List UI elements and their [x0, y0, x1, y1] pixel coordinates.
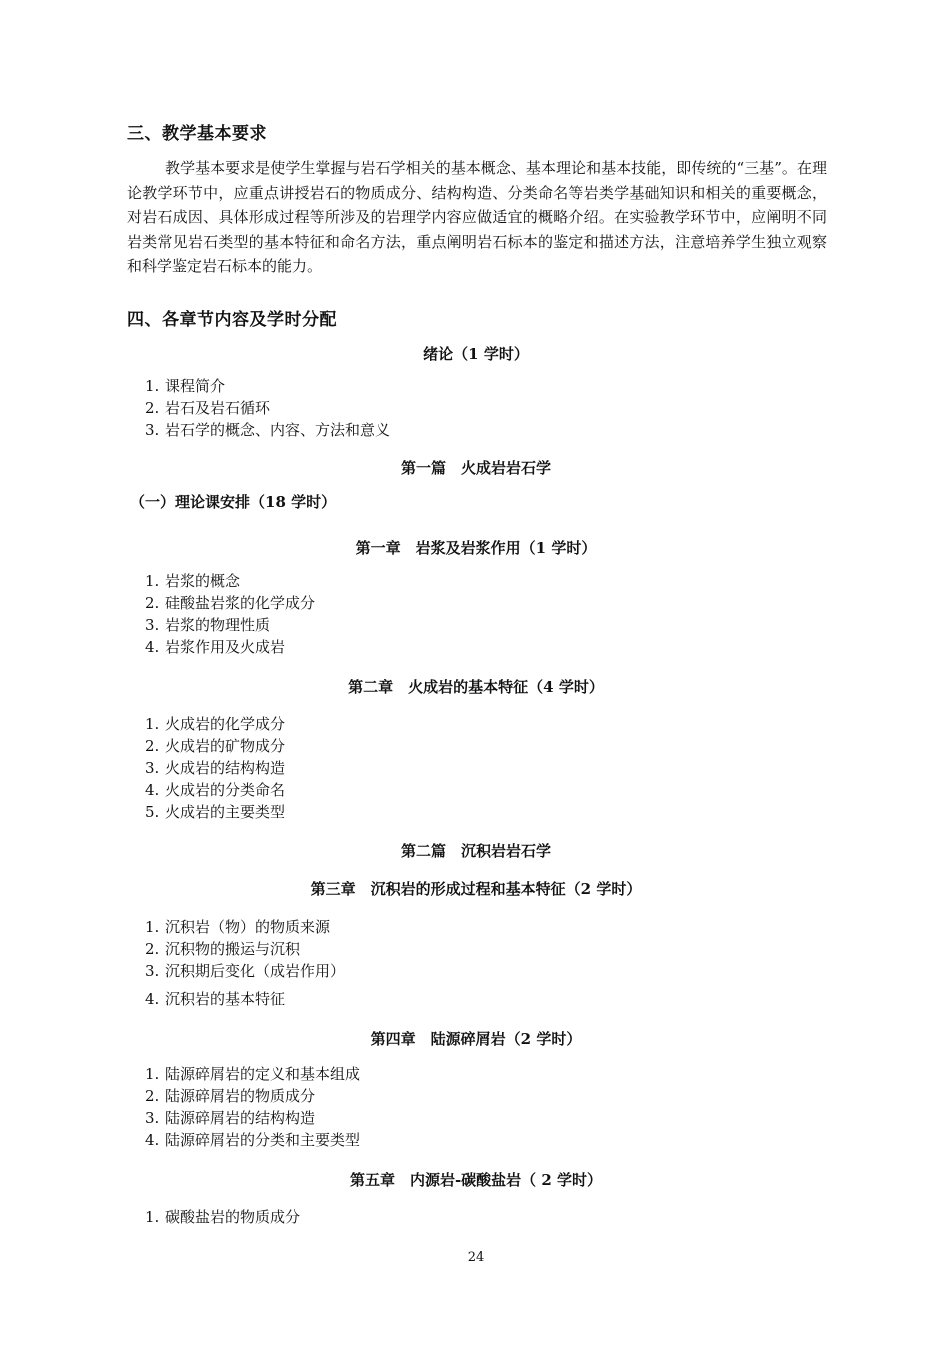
list-item: 3. 岩浆的物理性质	[145, 616, 271, 634]
list-item: 2. 沉积物的搬运与沉积	[145, 940, 301, 958]
list-item: 4. 陆源碎屑岩的分类和主要类型	[145, 1131, 361, 1149]
intro-title: 绪论（1 学时）	[423, 345, 529, 363]
list-item: 1. 岩浆的概念	[145, 572, 241, 590]
chapter5-list	[145, 1206, 300, 1228]
chapter4-list	[145, 1063, 360, 1151]
list-item: 2. 火成岩的矿物成分	[145, 737, 286, 755]
section-heading-chapters: 四、各章节内容及学时分配	[127, 310, 337, 330]
chapter2-title: 第二章 火成岩的基本特征（4 学时）	[348, 678, 604, 696]
list-item: 4. 火成岩的分类命名	[145, 781, 286, 799]
list-item: 3. 陆源碎屑岩的结构构造	[145, 1109, 316, 1127]
list-item: 2. 岩石及岩石循环	[145, 399, 271, 417]
list-item: 4. 岩浆作用及火成岩	[145, 638, 286, 656]
chapter3-title: 第三章 沉积岩的形成过程和基本特征（2 学时）	[310, 880, 642, 898]
list-item: 1. 碳酸盐岩的物质成分	[145, 1208, 301, 1226]
chapter4-title: 第四章 陆源碎屑岩（2 学时）	[370, 1030, 582, 1048]
list-item: 3. 岩石学的概念、内容、方法和意义	[145, 421, 391, 439]
requirements-paragraph-text: 教学基本要求是使学生掌握与岩石学相关的基本概念、基本理论和基本技能，即传统的“三基”。在理论教学环节中，应重点讲授岩石的物质成分、结构构造、分类命名等岩类学基础知识和相关的重要概念，对岩石成因、具体形成过程等所涉及的岩理学内容应做适宜的概略介绍。在实验教学环节中，应阐明不同岩类常见岩石类型的基本特征和命名方法，重点阐明岩石标本的鉴定和描述方法，注意培养学生独立观察和科学鉴定岩石标本的能力。	[127, 159, 827, 275]
section-heading-requirements: 三、教学基本要求	[127, 124, 267, 144]
list-item: 1. 陆源碎屑岩的定义和基本组成	[145, 1065, 361, 1083]
intro-list	[145, 375, 390, 441]
part2-title: 第二篇 沉积岩岩石学	[400, 842, 551, 860]
list-item: 3. 沉积期后变化（成岩作用）	[145, 962, 346, 980]
list-item: 4. 沉积岩的基本特征	[145, 990, 286, 1008]
list-item: 5. 火成岩的主要类型	[145, 803, 286, 821]
list-item: 1. 沉积岩（物）的物质来源	[145, 918, 331, 936]
chapter1-title: 第一章 岩浆及岩浆作用（1 学时）	[355, 539, 597, 557]
page-number: 24	[467, 1250, 485, 1265]
list-item: 2. 硅酸盐岩浆的化学成分	[145, 594, 316, 612]
chapter1-list	[145, 570, 315, 658]
list-item: 1. 火成岩的化学成分	[145, 715, 286, 733]
part1-title: 第一篇 火成岩岩石学	[400, 459, 551, 477]
list-item: 2. 陆源碎屑岩的物质成分	[145, 1087, 316, 1105]
chapter2-list	[145, 713, 285, 823]
theory-schedule-title: （一）理论课安排（18 学时）	[130, 493, 337, 511]
list-item: 1. 课程简介	[145, 377, 226, 395]
list-item: 3. 火成岩的结构构造	[145, 759, 286, 777]
chapter5-title: 第五章 内源岩-碳酸盐岩（ 2 学时）	[349, 1171, 603, 1189]
chapter3-list	[145, 916, 345, 1010]
requirements-paragraph	[127, 156, 827, 279]
